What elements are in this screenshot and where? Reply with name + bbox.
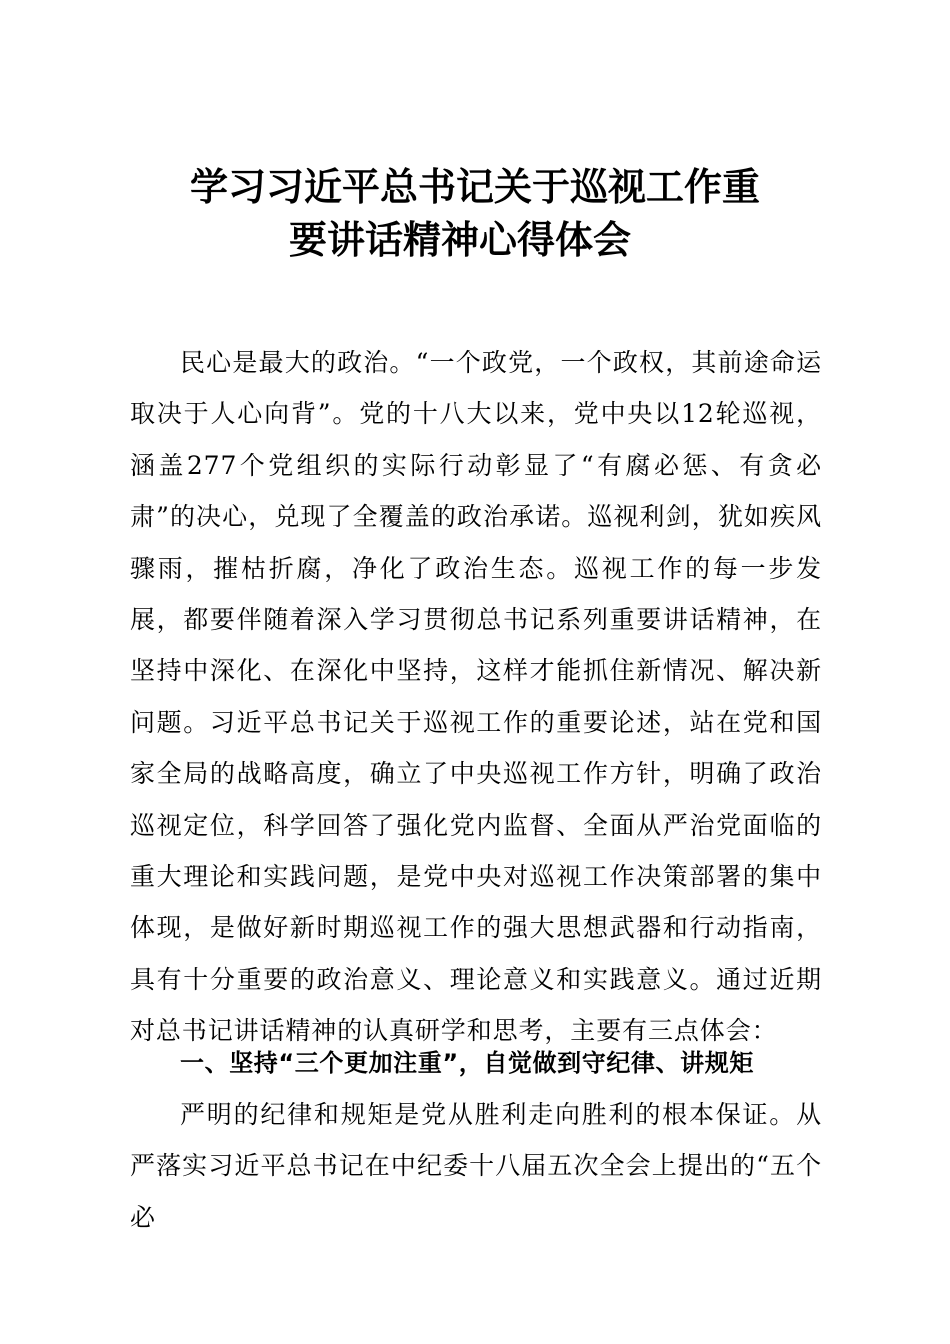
body-paragraph-1: 民心是最大的政治。“一个政党，一个政权，其前途命运取决于人心向背”。党的十八大以来，党中央以12轮巡视，涵盖277个党组织的实际行动彰显了“有腐必惩、有贪必肃”的决心，兑现了全覆盖的政治承诺。巡视利剑，犹如疾风骤雨，摧枯折腐，净化了政治生态。巡视工作的每一步发展，都要伴随着深入学习贯彻总书记系列重要讲话精神，在坚持中深化、在深化中坚持，这样才能抓住新情况、解决新问题。习近平总书记关于巡视工作的重要论述，站在党和国家全局的战略高度，确立了中央巡视工作方针，明确了政治巡视定位，科学回答了强化党内监督、全面从严治党面临的重大理论和实践问题，是党中央对巡视工作决策部署的集中体现，是做好新时期巡视工作的强大思想武器和行动指南，具有十分重要的政治意义、理论意义和实践意义。通过近期对总书记讲话精神的认真研学和思考，主要有三点体会： (130, 348, 822, 1046)
document-title-line-2: 要讲话精神心得体会 (289, 218, 632, 262)
section-heading-1: 一、坚持“三个更加注重”，自觉做到守纪律、讲规矩 (180, 1049, 754, 1077)
body-paragraph-2: 严明的纪律和规矩是党从胜利走向胜利的根本保证。从严落实习近平总书记在中纪委十八届五次全会上提出的“五个必 (130, 1100, 822, 1232)
document-title-line-1: 学习习近平总书记关于巡视工作重 (190, 165, 761, 209)
